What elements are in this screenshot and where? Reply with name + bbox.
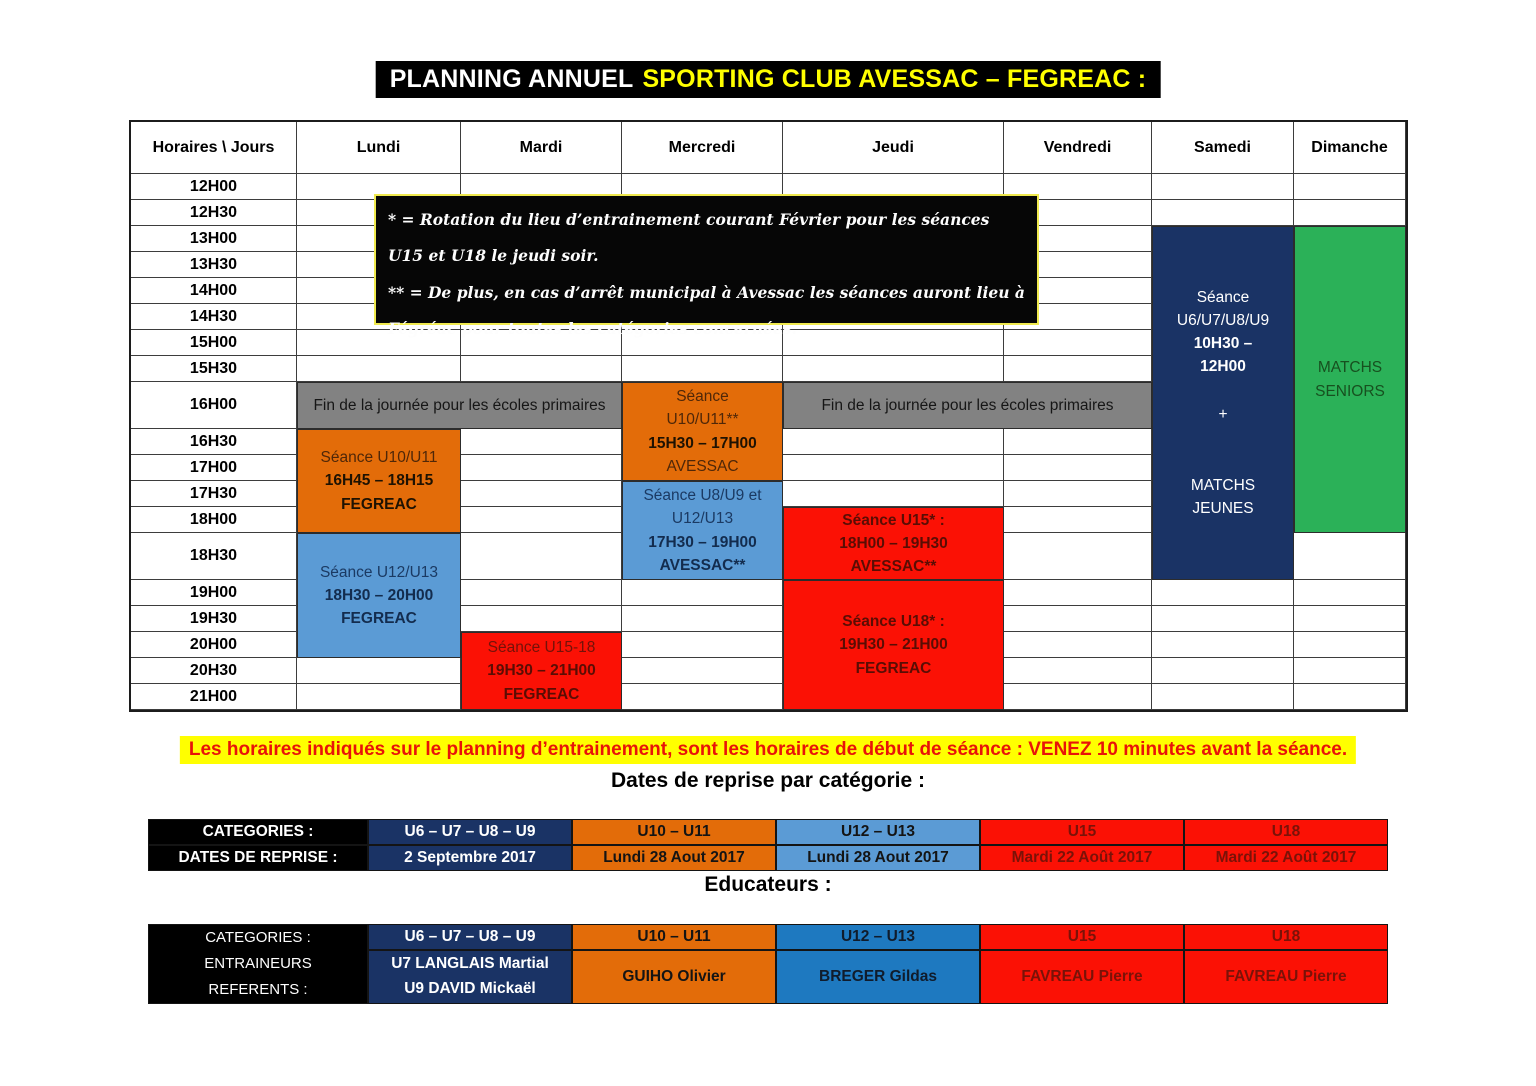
educator-name: FAVREAU Pierre	[1225, 967, 1347, 985]
grid-cell	[461, 429, 622, 455]
grid-cell	[783, 455, 1004, 481]
note-line-1: * = Rotation du lieu d’entrainement courant Février pour les séances U15 et U18 le jeudi soir.	[388, 210, 990, 266]
session-line: 17H30 – 19H00	[648, 533, 757, 551]
day-header-dimanche: Dimanche	[1294, 122, 1406, 174]
grid-cell	[1004, 580, 1152, 606]
grid-cell	[1152, 174, 1294, 200]
title-highlight: SPORTING CLUB AVESSAC – FEGREAC :	[642, 65, 1147, 93]
grid-cell	[1004, 429, 1152, 455]
time-label-20h00: 20H00	[131, 632, 297, 658]
session-line: Fin de la journée pour les écoles primaires	[313, 396, 606, 414]
day-header-mardi: Mardi	[461, 122, 622, 174]
session-line: 16H45 – 18H15	[324, 472, 434, 490]
session-line: 18H30 – 20H00	[324, 586, 434, 604]
reprise-date-u6-u7-u8-u9: 2 Septembre 2017	[368, 845, 572, 871]
grid-cell	[1152, 580, 1294, 606]
grid-cell	[461, 606, 622, 632]
grid-cell	[783, 481, 1004, 507]
category-header-u12-u13: U12 – U13	[776, 819, 980, 845]
day-header-mercredi: Mercredi	[622, 122, 783, 174]
fin-ecoles-lundi-mardi	[297, 382, 622, 429]
educators-row-label	[148, 924, 368, 1004]
session-line: 15H30 – 17H00	[648, 434, 757, 452]
seance-u15-jeudi	[783, 507, 1004, 580]
page-title	[376, 61, 1161, 98]
educator-names-u12-u13	[776, 950, 980, 1004]
grid-cell	[297, 684, 461, 710]
session-line	[1221, 379, 1225, 403]
educator-name: FAVREAU Pierre	[1021, 967, 1143, 985]
time-label-21h00: 21H00	[131, 684, 297, 710]
time-label-12h30: 12H30	[131, 200, 297, 226]
day-header-jeudi: Jeudi	[783, 122, 1004, 174]
grid-cell	[461, 455, 622, 481]
grid-cell	[1004, 632, 1152, 658]
reprise-date-u12-u13: Lundi 28 Aout 2017	[776, 845, 980, 871]
time-label-15h00: 15H00	[131, 330, 297, 356]
grid-cell	[1152, 684, 1294, 710]
grid-cell	[1294, 200, 1406, 226]
grid-cell	[1152, 632, 1294, 658]
grid-cell	[1294, 658, 1406, 684]
seance-u8-u9-u12-u13-mercredi	[622, 481, 783, 580]
day-header-lundi: Lundi	[297, 122, 461, 174]
grid-cell	[1152, 658, 1294, 684]
session-line: FEGREAC	[855, 659, 932, 677]
session-line: FEGREAC	[503, 685, 580, 703]
session-line: Séance	[1196, 288, 1250, 306]
reprise-date-u15: Mardi 22 Août 2017	[980, 845, 1184, 871]
grid-cell	[1294, 632, 1406, 658]
session-line: 18H00 – 19H30	[839, 534, 948, 552]
grid-cell	[1294, 580, 1406, 606]
grid-cell	[1152, 606, 1294, 632]
time-label-15h30: 15H30	[131, 356, 297, 382]
time-label-17h00: 17H00	[131, 455, 297, 481]
educators-label-line: CATEGORIES :	[205, 928, 311, 946]
grid-cell	[297, 658, 461, 684]
session-line: Séance U15-18	[487, 639, 596, 657]
grid-cell	[1004, 507, 1152, 533]
grid-cell	[622, 658, 783, 684]
session-line	[1221, 450, 1225, 474]
educators-table	[148, 924, 1388, 1004]
grid-cell	[1294, 684, 1406, 710]
educator-category-header-u10-u11: U10 – U11	[572, 924, 776, 950]
grid-cell	[622, 632, 783, 658]
educator-names-u18	[1184, 950, 1388, 1004]
grid-cell	[1152, 200, 1294, 226]
notice-banner: Les horaires indiqués sur le planning d’entrainement, sont les horaires de début de séance : VENEZ 10 minutes avant la séance.	[180, 736, 1356, 764]
category-header-u15: U15	[980, 819, 1184, 845]
grid-cell	[461, 481, 622, 507]
time-label-14h00: 14H00	[131, 278, 297, 304]
session-line: 12H00	[1200, 358, 1246, 376]
educator-name: U7 LANGLAIS Martial	[391, 955, 549, 973]
session-line: U10/U11**	[666, 411, 739, 429]
session-line: Séance	[676, 388, 729, 405]
educator-names-u15	[980, 950, 1184, 1004]
grid-cell	[1004, 481, 1152, 507]
session-line: Fin de la journée pour les écoles primaires	[821, 396, 1114, 414]
session-line: JEUNES	[1192, 500, 1254, 518]
grid-cell	[1004, 684, 1152, 710]
session-line: 19H30 – 21H00	[839, 636, 948, 654]
dates-section-title: Dates de reprise par catégorie :	[611, 769, 925, 792]
educator-category-header-u12-u13: U12 – U13	[776, 924, 980, 950]
time-label-18h00: 18H00	[131, 507, 297, 533]
session-line: U6/U7/U8/U9	[1176, 311, 1270, 329]
time-label-16h30: 16H30	[131, 429, 297, 455]
session-line: MATCHS	[1317, 359, 1383, 377]
educators-section-title: Educateurs :	[704, 873, 832, 896]
time-label-20h30: 20H30	[131, 658, 297, 684]
category-header-u18: U18	[1184, 819, 1388, 845]
educator-name: U9 DAVID Mickaël	[404, 980, 536, 997]
grid-cell	[1004, 606, 1152, 632]
grid-cell	[461, 507, 622, 533]
day-header-vendredi: Vendredi	[1004, 122, 1152, 174]
fin-ecoles-jeudi-vendredi	[783, 382, 1152, 429]
session-line: Séance U12/U13	[319, 563, 439, 581]
grid-cell	[622, 606, 783, 632]
category-header-u10-u11: U10 – U11	[572, 819, 776, 845]
planning-table	[129, 120, 1408, 712]
session-line: 19H30 – 21H00	[487, 662, 596, 680]
session-line: Séance U10/U11	[320, 449, 438, 467]
session-line	[1221, 426, 1225, 450]
session-line: FEGREAC	[341, 610, 417, 628]
time-label-19h00: 19H00	[131, 580, 297, 606]
grid-cell	[461, 356, 622, 382]
dates-table	[148, 819, 1388, 871]
educator-category-header-u18: U18	[1184, 924, 1388, 950]
time-label-14h30: 14H30	[131, 304, 297, 330]
educators-label-line: REFERENTS :	[208, 981, 308, 999]
grid-cell	[783, 429, 1004, 455]
grid-cell	[1294, 606, 1406, 632]
time-label-13h30: 13H30	[131, 252, 297, 278]
row-label-dates-de-reprise: DATES DE REPRISE :	[148, 845, 368, 871]
session-line: FEGREAC	[341, 495, 417, 513]
educator-name: BREGER Gildas	[819, 967, 937, 985]
reprise-date-u18: Mardi 22 Août 2017	[1184, 845, 1388, 871]
time-label-17h30: 17H30	[131, 481, 297, 507]
grid-cell	[1004, 658, 1152, 684]
grid-cell	[461, 533, 622, 580]
educators-label-line: ENTRAINEURS	[204, 954, 312, 972]
session-line: Séance U18* :	[842, 613, 945, 631]
grid-cell	[1004, 356, 1152, 382]
session-line: AVESSAC**	[850, 558, 937, 576]
session-line: U12/U13	[671, 510, 734, 528]
matchs-seniors-dimanche	[1294, 226, 1406, 533]
grid-cell	[297, 356, 461, 382]
session-line: SENIORS	[1315, 382, 1385, 400]
grid-cell	[461, 580, 622, 606]
time-label-13h00: 13H00	[131, 226, 297, 252]
educator-names-u6-u7-u8-u9	[368, 950, 572, 1004]
grid-cell	[1004, 533, 1152, 580]
educator-names-u10-u11	[572, 950, 776, 1004]
time-label-18h30: 18H30	[131, 533, 297, 580]
note-line-2: ** = De plus, en cas d’arrêt municipal à Avessac les séances auront lieu à Fégréac pour toutes les catégories concernées.	[388, 282, 1025, 339]
grid-cell	[783, 356, 1004, 382]
grid-cell	[622, 684, 783, 710]
seance-u12-u13-lundi	[297, 533, 461, 658]
grid-cell	[1004, 455, 1152, 481]
seance-u10-u11-mercredi	[622, 382, 783, 481]
grid-cell	[622, 580, 783, 606]
time-label-16h00: 16H00	[131, 382, 297, 429]
educator-category-header-u15: U15	[980, 924, 1184, 950]
grid-cell	[1004, 330, 1152, 356]
session-line: Séance U15* :	[842, 511, 945, 529]
session-line: AVESSAC	[666, 457, 739, 475]
seance-u6-u9-matchs-jeunes-samedi	[1152, 226, 1294, 580]
seance-u15-18-mardi	[461, 632, 622, 710]
educator-category-header-u6-u7-u8-u9: U6 – U7 – U8 – U9	[368, 924, 572, 950]
category-header-u6-u7-u8-u9: U6 – U7 – U8 – U9	[368, 819, 572, 845]
educator-name: GUIHO Olivier	[622, 967, 726, 985]
corner-header: Horaires \ Jours	[131, 122, 297, 174]
seance-u18-jeudi	[783, 580, 1004, 710]
session-line: Séance U8/U9 et	[643, 487, 762, 504]
session-line: MATCHS	[1190, 476, 1256, 494]
row-label-categories: CATEGORIES :	[148, 819, 368, 845]
time-label-12h00: 12H00	[131, 174, 297, 200]
grid-cell	[1294, 174, 1406, 200]
session-line: 10H30 –	[1193, 335, 1253, 353]
session-line: AVESSAC**	[659, 556, 746, 574]
day-header-samedi: Samedi	[1152, 122, 1294, 174]
seance-u10-u11-lundi	[297, 429, 461, 533]
grid-cell	[622, 356, 783, 382]
grid-cell	[1294, 533, 1406, 580]
session-line: +	[1218, 405, 1228, 423]
time-label-19h30: 19H30	[131, 606, 297, 632]
title-prefix: PLANNING ANNUEL	[389, 65, 634, 93]
note-box	[374, 194, 1039, 339]
reprise-date-u10-u11: Lundi 28 Aout 2017	[572, 845, 776, 871]
